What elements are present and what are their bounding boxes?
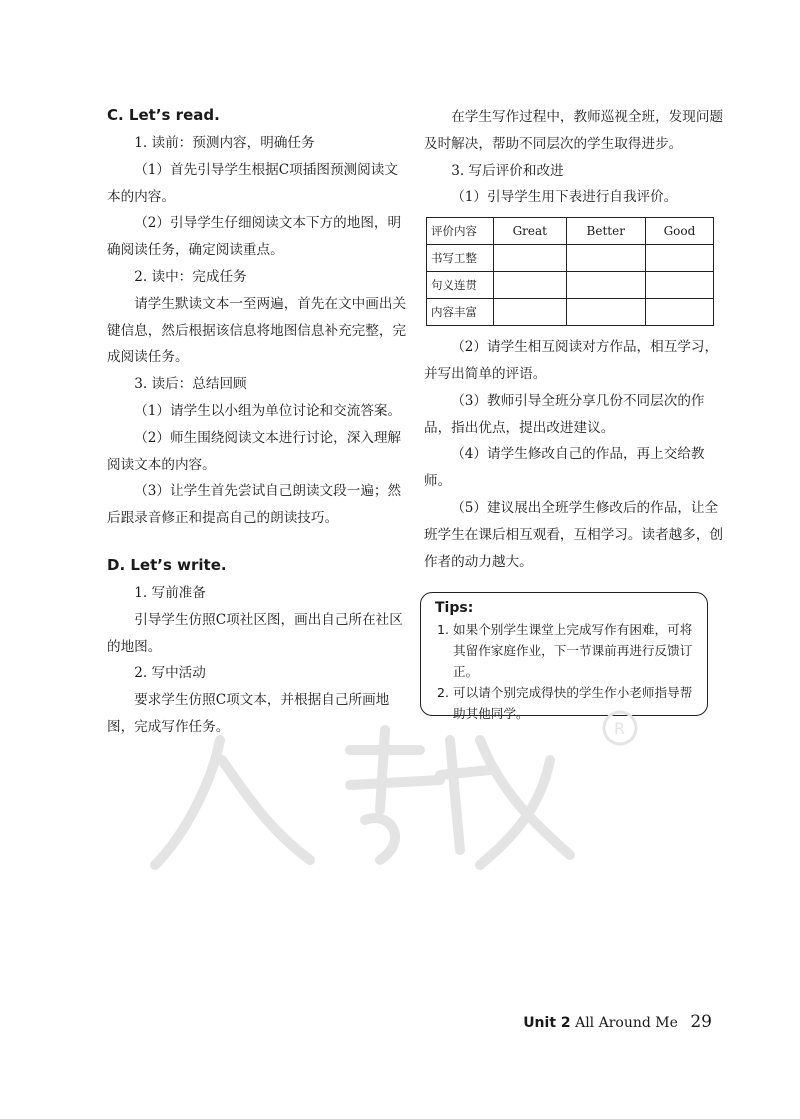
section-d-line: 1. 写前准备 xyxy=(134,584,206,601)
publisher-watermark xyxy=(150,700,650,880)
table-cell xyxy=(566,272,645,299)
table-cell xyxy=(645,299,713,326)
tip-text: 可以请个别完成得快的学生作小老师指导帮助其他同学。 xyxy=(453,685,693,721)
table-header-row xyxy=(427,218,714,245)
table-row-label: 句义连贯 xyxy=(427,272,494,299)
table-header-cell: 评价内容 xyxy=(427,218,494,245)
table-row xyxy=(427,245,714,272)
step-3-1: （1）引导学生用下表进行自我评价。 xyxy=(451,189,678,206)
section-d-line: 引导学生仿照C项社区图，画出自己所在社区的地图。 xyxy=(107,611,403,655)
writing-intro: 在学生写作过程中，教师巡视全班，发现问题及时解决，帮助不同层次的学生取得进步。 xyxy=(424,109,724,152)
table-cell xyxy=(494,245,567,272)
tips-box xyxy=(420,592,708,721)
table-cell xyxy=(494,272,567,299)
tip-item xyxy=(421,619,707,682)
section-d-line: 要求学生仿照C项文本，并根据自己所画地图，完成写作任务。 xyxy=(107,692,390,735)
page-footer xyxy=(523,1012,712,1032)
after-step: （5）建议展出全班学生修改后的作品，让全班学生在课后相互观看，互相学习。读者越多，创作者的动力越大。 xyxy=(424,499,724,570)
section-c-line: （2）引导学生仔细阅读文本下方的地图，明确阅读任务，确定阅读重点。 xyxy=(107,215,402,259)
section-c-heading: C. Let’s read. xyxy=(107,106,220,124)
table-cell xyxy=(566,245,645,272)
section-c-body xyxy=(107,130,407,532)
table-cell xyxy=(645,272,713,299)
section-c-line: （3）让学生首先尝试自己朗读文段一遍；然后跟录音修正和提高自己的朗读技巧。 xyxy=(107,483,402,527)
table-header-cell: Better xyxy=(566,218,645,245)
section-c-line: 1. 读前：预测内容，明确任务 xyxy=(134,135,315,151)
svg-text:R: R xyxy=(614,719,626,738)
page-number: 29 xyxy=(690,1012,712,1032)
tips-title: Tips: xyxy=(435,600,474,616)
tip-number: 2. xyxy=(437,685,450,700)
right-column xyxy=(424,104,724,575)
section-d-heading: D. Let’s write. xyxy=(107,555,227,574)
table-cell xyxy=(566,299,645,326)
table-row xyxy=(427,299,714,326)
footer-title: All Around Me xyxy=(575,1015,678,1031)
after-step: （2）请学生相互阅读对方作品，相互学习，并写出简单的评语。 xyxy=(424,339,719,382)
table-header-cell: Great xyxy=(494,218,567,245)
footer-unit: Unit 2 xyxy=(523,1015,571,1031)
after-step: （4）请学生修改自己的作品，再上交给教师。 xyxy=(424,446,705,490)
tip-text: 如果个别学生课堂上完成写作有困难，可将其留作家庭作业，下一节课前再进行反馈订正。 xyxy=(453,622,693,679)
table-cell xyxy=(494,299,567,326)
tip-number: 1. xyxy=(437,622,450,637)
section-c-line: 3. 读后：总结回顾 xyxy=(134,376,247,393)
table-row xyxy=(427,272,714,299)
left-column xyxy=(107,104,407,741)
section-c-line: （1）请学生以小组为单位讨论和交流答案。 xyxy=(134,402,402,419)
table-cell xyxy=(645,245,713,272)
table-header-cell: Good xyxy=(645,218,713,245)
after-step: （3）教师引导全班分享几份不同层次的作品，指出优点，提出改进建议。 xyxy=(424,392,705,436)
step-3-title: 3. 写后评价和改进 xyxy=(451,162,564,179)
section-c-line: （2）师生围绕阅读文本进行讨论，深入理解阅读文本的内容。 xyxy=(107,429,402,473)
section-d-line: 2. 写中活动 xyxy=(134,665,206,682)
self-evaluation-table xyxy=(426,217,714,326)
table-row-label: 书写工整 xyxy=(427,245,494,272)
table-row-label: 内容丰富 xyxy=(427,299,494,326)
section-c-line: （1）首先引导学生根据C项插图预测阅读文本的内容。 xyxy=(107,161,398,205)
section-c-line: 请学生默读文本一至两遍，首先在文中画出关键信息，然后根据该信息将地图信息补充完整，完成阅读任务。 xyxy=(107,295,407,366)
section-c-line: 2. 读中：完成任务 xyxy=(134,268,247,285)
